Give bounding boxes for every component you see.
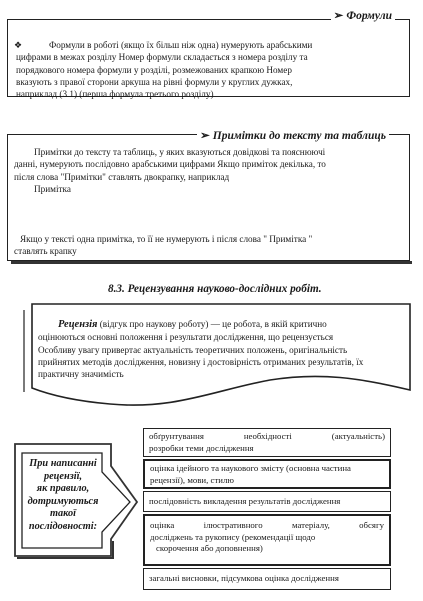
review-line-1: оцінюються основні положення і результати дослідження, що рецензується <box>38 332 334 343</box>
notes-line-3: Примітка <box>34 183 71 194</box>
sequence-item-2-line-0: оцінка ідейного та наукового змісту (основна частина <box>150 463 351 473</box>
sequence-item-4 <box>143 514 391 566</box>
review-line-3: прийнятих методів дослідження, новизну і достовірність отриманих результатів, їх <box>38 356 364 367</box>
review-line-2: Особливу увагу привертає актуальність теоретичних положень, оригінальність <box>38 344 348 355</box>
diamond-bullet-icon: ❖ <box>14 40 23 50</box>
arrow-icon: ➢ <box>200 130 210 142</box>
sequence-item-4-line-2: скорочення або доповнення) <box>156 543 263 554</box>
notes-line-5: ставлять крапку <box>14 246 77 257</box>
sequence-item-1 <box>143 428 391 457</box>
sequence-item-4-line-1: досліджень та рукопису (рекомендації щодо <box>150 531 316 542</box>
review-line-0-rest: (відгук про наукову роботу) — це робота, в якій критично <box>97 319 327 329</box>
sequence-item-4-line-0: оцінка ілюстративного матеріалу, обсягу <box>150 520 384 530</box>
sequence-lead-line-4: такої <box>50 508 76 520</box>
sequence-item-2-line-1: рецензії), мови, стилю <box>150 474 234 485</box>
formulas-line-2: порядкового номера формули у розділі, розмежованих крапкою Номер <box>16 64 292 75</box>
sequence-lead-line-1: рецензії, <box>43 470 83 482</box>
sequence-lead-line-2: як правило, <box>36 483 90 495</box>
formulas-line-4: наприклад (3 1) (перша формула третього розділу) <box>16 89 214 100</box>
review-line-4: практичну значимість <box>38 369 124 380</box>
formulas-title: ➢ Формули <box>331 8 395 22</box>
review-term: Рецензія <box>58 319 98 330</box>
sequence-item-3 <box>143 491 391 512</box>
notes-title: ➢ Примітки до тексту та таблиць <box>197 128 389 142</box>
sequence-lead-line-3: дотримуються <box>27 495 99 507</box>
formulas-line-0: Формули в роботі (якщо їх більш ніж одна) нумерують арабськими <box>49 40 313 50</box>
sequence-lead-line-5: послідовності: <box>28 520 98 532</box>
sequence-item-5 <box>143 568 391 590</box>
sequence-item-3-line-0: послідовність викладення результатів дослідження <box>149 496 341 506</box>
sequence-item-1-line-0: обґрунтування необхідності (актуальність) <box>149 431 385 441</box>
notes-line-4: Якщо у тексті одна примітка, то її не нумерують і після слова " Примітка " <box>20 234 313 244</box>
arrow-icon: ➢ <box>333 10 344 22</box>
notes-line-1: данні, нумерують послідовно арабськими цифрами Якщо приміток декілька, то <box>14 159 326 170</box>
sequence-lead-line-0: При написанні <box>29 458 97 469</box>
formulas-line-1: цифрами в межах розділу Номер формули складається з номера розділу та <box>16 52 308 63</box>
formulas-line-3: вказують з правої сторони аркуша на рівні формули у круглих дужках, <box>16 76 293 87</box>
sequence-item-1-line-1: розробки теми дослідження <box>149 442 254 453</box>
notes-line-2: після слова "Примітки" ставлять двокрапку, наприклад <box>14 171 230 182</box>
notes-line-0: Примітки до тексту та таблиць, у яких вказуються довідкові та пояснюючі <box>34 147 326 157</box>
sequence-lead <box>22 458 104 534</box>
sequence-item-5-line-0: загальні висновки, підсумкова оцінка дослідження <box>149 573 339 583</box>
section-heading: 8.3. Рецензування науково-дослідних робіт. <box>108 283 322 295</box>
sequence-item-2 <box>143 459 391 489</box>
